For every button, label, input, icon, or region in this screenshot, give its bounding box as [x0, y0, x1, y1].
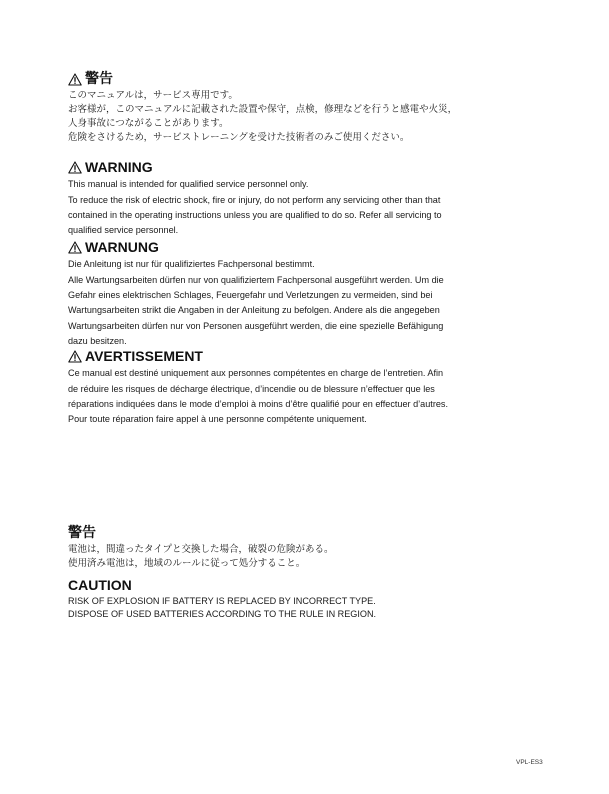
section-warning-german: [68, 240, 444, 349]
text-line: 電池は，間違ったタイプと交換した場合，破裂の危険がある。: [68, 544, 334, 556]
text-line: réparations indiquées dans le mode d’emploi à moins d’être qualifié pour en effectuer d’autres.: [68, 398, 448, 409]
section-caution-english: [68, 578, 376, 620]
paragraph-warning-german: [68, 257, 444, 349]
paragraph-caution: [68, 595, 376, 620]
paragraph-warning-english: [68, 177, 442, 238]
heading-text: 警告: [68, 525, 96, 541]
model-code: VPL-ES3: [516, 759, 543, 766]
text-line: Ce manual est destiné uniquement aux personnes compétentes en charge de l’entretien. Afin: [68, 368, 444, 379]
section-battery-warning-japanese: [68, 526, 334, 571]
text-line: お客様が，このマニュアルに記載された設置や保守，点検，修理などを行うと感電や火災，: [68, 104, 458, 116]
heading-text: CAUTION: [68, 577, 132, 593]
text-line: This manual is intended for qualified service personnel only.: [68, 179, 309, 190]
heading-text: WARNING: [85, 159, 153, 175]
heading-warning-german: [68, 240, 444, 255]
heading-text: 警告: [85, 71, 113, 87]
text-line: 人身事故につながることがあります。: [68, 118, 229, 130]
text-line: qualified service personnel.: [68, 225, 179, 236]
text-line: 危険をさけるため，サービストレーニングを受けた技術者のみご使用ください。: [68, 132, 410, 144]
heading-text: AVERTISSEMENT: [85, 348, 203, 364]
paragraph-warning-french: [68, 366, 448, 427]
heading-battery-warning-japanese: [68, 526, 334, 541]
text-line: Pour toute réparation faire appel à une personne compétente uniquement.: [68, 414, 367, 425]
text-line: dazu besitzen.: [68, 335, 127, 346]
text-line: de réduire les risques de décharge électrique, d’incendie ou de blessure n’effectuer que les: [68, 383, 435, 394]
text-line: Alle Wartungsarbeiten dürfen nur von qualifiziertem Fachpersonal ausgeführt werden. Um die: [68, 274, 444, 285]
text-line: To reduce the risk of electric shock, fire or injury, do not perform any servicing other than that: [68, 194, 441, 205]
section-warning-japanese: [68, 72, 457, 145]
warning-triangle-icon: [68, 161, 82, 174]
text-line: Gefahr eines elektrischen Schlages, Feuergefahr und Verletzungen zu vermeiden, sind bei: [68, 289, 433, 300]
warning-triangle-icon: [68, 350, 82, 363]
heading-warning-japanese: [68, 72, 457, 87]
text-line: contained in the operating instructions unless you are qualified to do so. Refer all servicing to: [68, 209, 442, 220]
section-warning-english: [68, 160, 442, 239]
paragraph-battery-warning-japanese: [68, 543, 334, 571]
text-line: Wartungsarbeiten dürfen nur von Personen ausgeführt werden, die eine spezielle Befähigung: [68, 320, 444, 331]
text-line: 使用済み電池は，地域のルールに従って処分すること。: [68, 558, 306, 570]
heading-warning-french: [68, 349, 448, 364]
heading-warning-english: [68, 160, 442, 175]
text-line: Wartungsarbeiten strikt die Angaben in der Anleitung zu befolgen. Andere als die angegeben: [68, 305, 440, 316]
paragraph-warning-japanese: [68, 89, 457, 145]
warning-triangle-icon: [68, 241, 82, 254]
section-warning-french: [68, 349, 448, 428]
heading-caution: [68, 578, 376, 593]
text-line: Die Anleitung ist nur für qualifiziertes Fachpersonal bestimmt.: [68, 259, 315, 270]
text-line: DISPOSE OF USED BATTERIES ACCORDING TO THE RULE IN REGION.: [68, 608, 377, 619]
heading-text: WARNUNG: [85, 239, 159, 255]
text-line: このマニュアルは，サービス専用です。: [68, 90, 238, 102]
warning-triangle-icon: [68, 73, 82, 86]
text-line: RISK OF EXPLOSION IF BATTERY IS REPLACED BY INCORRECT TYPE.: [68, 596, 376, 607]
